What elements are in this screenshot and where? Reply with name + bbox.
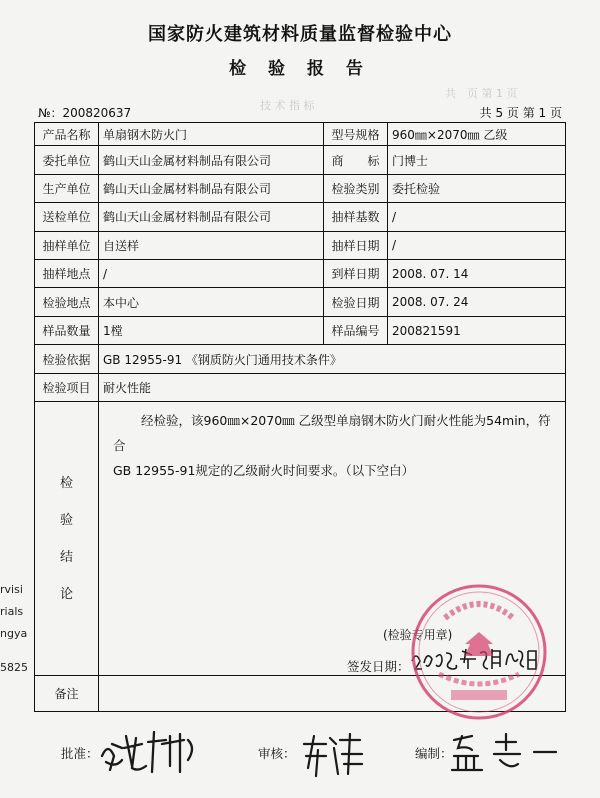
- field-value: 自送样: [99, 231, 324, 259]
- field-value: 鹤山天山金属材料制品有限公司: [99, 174, 324, 202]
- field-label: 抽样单位: [35, 231, 99, 259]
- edge-text: rials: [0, 605, 24, 618]
- conclusion-label-char: 检: [59, 475, 73, 491]
- sign-date-label: 签发日期：: [347, 659, 410, 674]
- field-value: 鹤山天山金属材料制品有限公司: [99, 146, 324, 174]
- field-label: 检验地点: [35, 288, 99, 316]
- field-value: 200821591: [388, 316, 566, 344]
- field-value: 2008. 07. 24: [388, 288, 566, 316]
- table-row: [35, 174, 566, 202]
- field-label: 送检单位: [35, 203, 99, 231]
- reviewer-signature: [300, 730, 370, 780]
- field-value: 2008. 07. 14: [388, 260, 566, 288]
- compiler-signature: [450, 730, 560, 776]
- document-number: №：200820637: [38, 106, 132, 120]
- field-value: /: [99, 260, 324, 288]
- approve-label: 批准：: [61, 746, 99, 761]
- field-value: 耐火性能: [99, 373, 566, 401]
- field-value: 960㎜×2070㎜ 乙级: [388, 123, 566, 146]
- field-value: GB 12955-91 《钢质防火门通用技术条件》: [99, 345, 566, 373]
- table-row: [35, 345, 566, 373]
- official-stamp: [405, 578, 553, 726]
- field-value: 门博士: [388, 146, 566, 174]
- field-value: 委托检验: [388, 174, 566, 202]
- field-label: 备注: [35, 676, 99, 712]
- field-label: 抽样基数: [324, 203, 388, 231]
- table-row: [35, 260, 566, 288]
- table-row: [35, 146, 566, 174]
- field-label: 抽样地点: [35, 260, 99, 288]
- field-value: 单扇钢木防火门: [99, 123, 324, 146]
- review-label: 审核：: [258, 746, 296, 761]
- report-title: 检 验 报 告: [229, 59, 371, 79]
- edge-text: rvisi: [0, 583, 23, 596]
- table-row: [35, 203, 566, 231]
- field-value: /: [388, 231, 566, 259]
- field-label: 生产单位: [35, 174, 99, 202]
- field-label: 样品编号: [324, 316, 388, 344]
- page-info: 共 5 页 第 1 页: [479, 106, 562, 120]
- compile-label: 编制：: [415, 746, 453, 761]
- table-row: [35, 231, 566, 259]
- org-title: 国家防火建筑材料质量监督检验中心: [148, 24, 452, 45]
- edge-text: ngya: [0, 627, 28, 640]
- stamp-caption: (检验专用章): [383, 628, 453, 642]
- field-value: 鹤山天山金属材料制品有限公司: [99, 203, 324, 231]
- field-label: 检验日期: [324, 288, 388, 316]
- conclusion-line: 经检验，该960㎜×2070㎜ 乙级型单扇钢木防火门耐火性能为54min，符合: [113, 413, 551, 454]
- field-label: 检验项目: [35, 373, 99, 401]
- conclusion-label-char: 结: [59, 549, 73, 565]
- field-label: 样品数量: [35, 316, 99, 344]
- field-label: 商 标: [324, 146, 388, 174]
- field-label: 产品名称: [35, 123, 99, 146]
- table-row: [35, 123, 566, 146]
- field-label: 抽样日期: [324, 231, 388, 259]
- conclusion-line: GB 12955-91规定的乙级耐火时间要求。（以下空白）: [113, 463, 415, 479]
- edge-text: 5825: [0, 661, 28, 674]
- approver-signature: [96, 726, 208, 778]
- table-row: [35, 316, 566, 344]
- bleed-through: 共 页 第 1 页: [445, 87, 518, 100]
- field-label: 检验类别: [324, 174, 388, 202]
- field-label: 委托单位: [35, 146, 99, 174]
- conclusion-label-char: 论: [59, 586, 73, 602]
- table-row: [35, 288, 566, 316]
- field-label: 型号规格: [324, 123, 388, 146]
- field-value: 本中心: [99, 288, 324, 316]
- field-label: 检验依据: [35, 345, 99, 373]
- field-value: /: [388, 203, 566, 231]
- conclusion-label-char: 验: [59, 512, 73, 528]
- conclusion-label: [35, 402, 99, 676]
- field-label: 到样日期: [324, 260, 388, 288]
- bleed-through: 技 术 指 标: [260, 99, 315, 112]
- table-row: [35, 373, 566, 401]
- field-value: 1樘: [99, 316, 324, 344]
